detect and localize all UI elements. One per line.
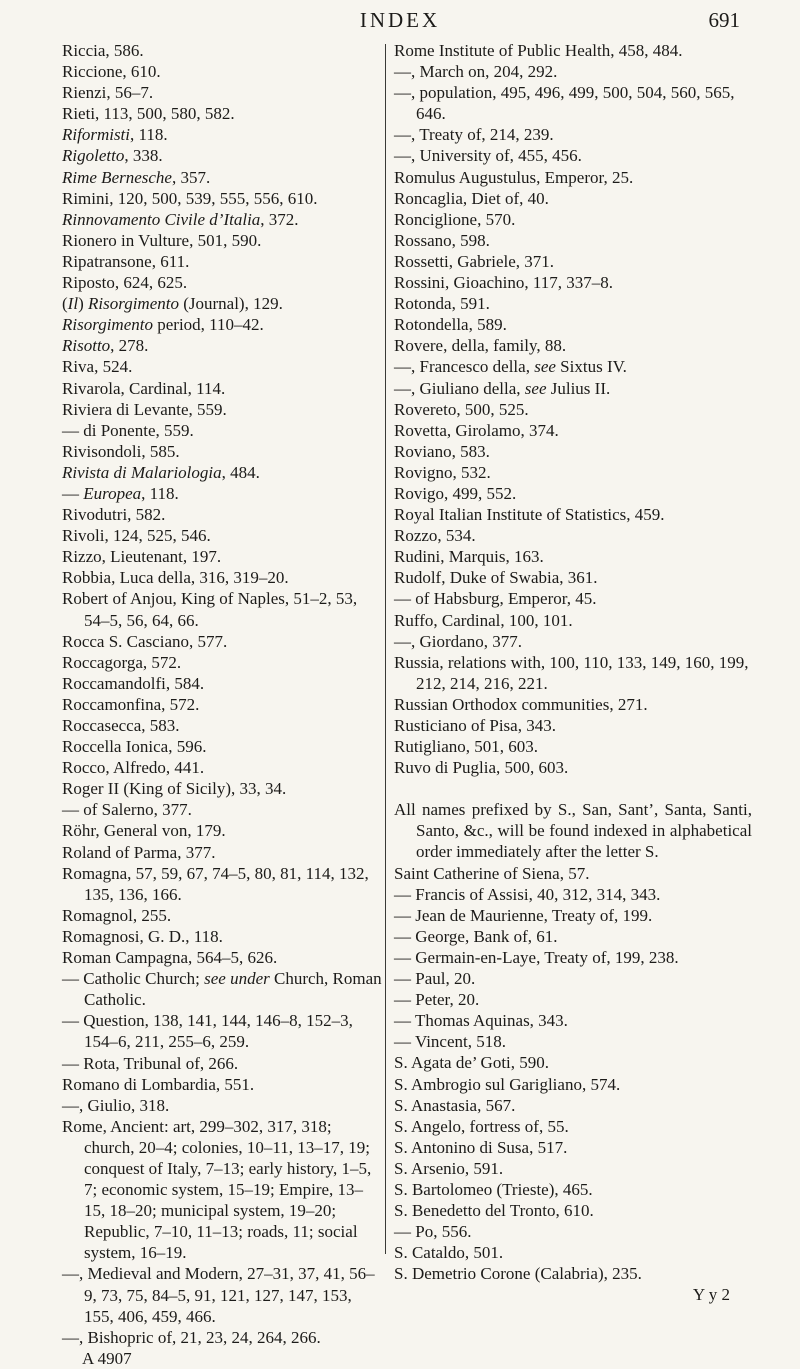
index-entry: Rudolf, Duke of Swabia, 361.	[394, 568, 598, 588]
index-column-left	[62, 40, 382, 1369]
index-entry: —, University of, 455, 456.	[394, 146, 582, 166]
index-entry: — Question, 138, 141, 144, 146–8, 152–3, 154–6, 211, 255–6, 259.	[62, 1011, 353, 1052]
index-entry: Riva, 524.	[62, 357, 133, 377]
index-entry: — Rota, Tribunal of, 266.	[62, 1053, 239, 1073]
index-entry: — Germain-en-Laye, Treaty of, 199, 238.	[394, 947, 679, 967]
index-entry: — Europea, 118.	[62, 483, 179, 503]
right-entries	[394, 40, 752, 778]
index-entry: Roccella Ionica, 596.	[62, 737, 207, 757]
index-entry: Rigoletto, 338.	[62, 146, 163, 166]
index-entry: (Il) Risorgimento (Journal), 129.	[62, 294, 283, 314]
index-entry: Roman Campagna, 564–5, 626.	[62, 948, 278, 968]
index-entry: S. Angelo, fortress of, 55.	[394, 1116, 569, 1136]
index-entry: Rovereto, 500, 525.	[394, 399, 529, 419]
index-entry: — Po, 556.	[394, 1222, 472, 1242]
index-entry: — Thomas Aquinas, 343.	[394, 1011, 568, 1031]
catchword: Y y 2	[692, 1285, 730, 1305]
index-entry: — Paul, 20.	[394, 969, 476, 989]
index-entry: —, Francesco della, see Sixtus IV.	[394, 357, 627, 377]
index-entry: Rovigno, 532.	[394, 462, 491, 482]
index-entry: Rivista di Malariologia, 484.	[62, 462, 260, 482]
index-entry: —, Bishopric of, 21, 23, 24, 264, 266.	[62, 1327, 321, 1347]
index-entry: Russia, relations with, 100, 110, 133, 149, 160, 199, 212, 214, 216, 221.	[394, 652, 749, 693]
index-entry: Robbia, Luca della, 316, 319–20.	[62, 568, 289, 588]
index-entry: Rome Institute of Public Health, 458, 484.	[394, 41, 683, 60]
index-entry: — of Salerno, 377.	[62, 800, 192, 820]
index-note: All names prefixed by S., San, Sant’, Santa, Santi, Santo, &c., will be found indexed in alphabetical order immediately after the letter S.	[394, 800, 752, 862]
index-entry: Royal Italian Institute of Statistics, 459.	[394, 505, 665, 525]
index-entry: Saint Catherine of Siena, 57.	[394, 863, 590, 883]
index-entry: S. Benedetto del Tronto, 610.	[394, 1201, 594, 1221]
index-entry: Rossetti, Gabriele, 371.	[394, 251, 555, 271]
index-entry: Roccagorga, 572.	[62, 652, 182, 672]
index-entry: Rome, Ancient: art, 299–302, 317, 318; church, 20–4; colonies, 10–11, 13–17, 19; conquest of Italy, 7–13; early history, 1–5, 7; economic system, 15–19; Empire, 13–15, 18–20; municipal system, 19–20; Republic, 7–10, 11–13; roads, 11; social system, 16–19.	[62, 1116, 372, 1263]
index-entry: Roncaglia, Diet of, 40.	[394, 188, 549, 208]
index-entry: Roccasecca, 583.	[62, 716, 180, 735]
index-entry: Rizzo, Lieutenant, 197.	[62, 547, 222, 567]
index-entry: —, Treaty of, 214, 239.	[394, 125, 554, 145]
index-entry: Rotonda, 591.	[394, 294, 490, 314]
index-entry: — di Ponente, 559.	[62, 420, 194, 440]
index-entry: Rivarola, Cardinal, 114.	[62, 378, 226, 398]
index-entry: Riviera di Levante, 559.	[62, 399, 227, 419]
index-entry: Roccamandolfi, 584.	[62, 673, 205, 693]
index-entry: Rovetta, Girolamo, 374.	[394, 420, 559, 440]
index-entry: Roccamonfina, 572.	[62, 694, 200, 714]
index-entry: —, Medieval and Modern, 27–31, 37, 41, 56–9, 73, 75, 84–5, 91, 121, 127, 147, 153, 155, 406, 459, 466.	[62, 1264, 375, 1326]
column-divider	[385, 44, 386, 1254]
index-entry: Rovere, della, family, 88.	[394, 336, 567, 356]
index-entry: — George, Bank of, 61.	[394, 926, 558, 946]
running-head: INDEX	[359, 8, 441, 32]
index-entry: — Francis of Assisi, 40, 312, 314, 343.	[394, 884, 661, 904]
index-entry: Romagnosi, G. D., 118.	[62, 926, 223, 946]
index-entry: Rienzi, 56–7.	[62, 83, 154, 103]
index-entry: Russian Orthodox communities, 271.	[394, 694, 648, 714]
index-entry: S. Anastasia, 567.	[394, 1095, 516, 1115]
index-entry: S. Arsenio, 591.	[394, 1158, 504, 1178]
index-entry: S. Demetrio Corone (Calabria), 235.	[394, 1264, 642, 1284]
index-entry: Rudini, Marquis, 163.	[394, 547, 544, 567]
index-entry: Rivisondoli, 585.	[62, 441, 180, 461]
index-entry: Rieti, 113, 500, 580, 582.	[62, 104, 235, 124]
index-entry: Riformisti, 118.	[62, 125, 168, 145]
index-entry: Rinnovamento Civile d’Italia, 372.	[62, 209, 299, 229]
index-entry: — Vincent, 518.	[394, 1032, 506, 1052]
index-entry: S. Cataldo, 501.	[394, 1243, 504, 1263]
index-entry: Romano di Lombardia, 551.	[62, 1074, 255, 1094]
index-entry: Rutigliano, 501, 603.	[394, 737, 539, 757]
index-entry: Robert of Anjou, King of Naples, 51–2, 53, 54–5, 56, 64, 66.	[62, 589, 358, 630]
index-entry: Romagnol, 255.	[62, 905, 172, 925]
index-entry: —, March on, 204, 292.	[394, 62, 558, 82]
left-entries	[62, 40, 382, 1348]
index-column-right	[394, 40, 752, 1306]
index-entry: Rusticiano of Pisa, 343.	[394, 716, 556, 735]
index-entry: Roger II (King of Sicily), 33, 34.	[62, 779, 287, 799]
page-number: 691	[708, 8, 740, 32]
index-entry: Risotto, 278.	[62, 336, 149, 356]
index-entry: —, Giordano, 377.	[394, 631, 522, 651]
index-entry: Romagna, 57, 59, 67, 74–5, 80, 81, 114, 132, 135, 136, 166.	[62, 863, 369, 904]
index-entry: Rivoli, 124, 525, 546.	[62, 526, 211, 546]
index-entry: — Catholic Church; see under Church, Roman Catholic.	[62, 969, 382, 1010]
index-entry: S. Antonino di Susa, 517.	[394, 1137, 568, 1157]
index-entry: — Peter, 20.	[394, 990, 480, 1010]
index-entry: Rime Bernesche, 357.	[62, 167, 211, 187]
spacer	[394, 778, 752, 799]
index-entry: Rocco, Alfredo, 441.	[62, 758, 205, 778]
index-entry: — Jean de Maurienne, Treaty of, 199.	[394, 905, 653, 925]
index-entry: Rionero in Vulture, 501, 590.	[62, 230, 262, 250]
index-entry: Roland of Parma, 377.	[62, 842, 216, 862]
index-entry: Rossini, Gioachino, 117, 337–8.	[394, 273, 613, 293]
right-entries-after-note	[394, 863, 752, 1285]
index-entry: Ripatransone, 611.	[62, 251, 190, 271]
index-entry: Riccia, 586.	[62, 41, 144, 60]
index-entry: —, Giuliano della, see Julius II.	[394, 378, 611, 398]
index-entry: S. Agata de’ Goti, 590.	[394, 1053, 550, 1073]
index-entry: —, population, 495, 496, 499, 500, 504, 560, 565, 646.	[394, 83, 735, 124]
index-entry: — of Habsburg, Emperor, 45.	[394, 589, 597, 609]
index-entry: Riposto, 624, 625.	[62, 273, 188, 293]
index-entry: Ronciglione, 570.	[394, 209, 516, 229]
index-entry: Rozzo, 534.	[394, 526, 476, 546]
index-entry: Rocca S. Casciano, 577.	[62, 631, 228, 651]
index-entry: Ruvo di Puglia, 500, 603.	[394, 758, 569, 778]
index-entry: Rimini, 120, 500, 539, 555, 556, 610.	[62, 188, 318, 208]
index-entry: Rivodutri, 582.	[62, 505, 166, 525]
index-entry: Röhr, General von, 179.	[62, 821, 226, 841]
index-entry: —, Giulio, 318.	[62, 1095, 170, 1115]
index-entry: S. Bartolomeo (Trieste), 465.	[394, 1179, 593, 1199]
index-entry: Rossano, 598.	[394, 230, 490, 250]
index-entry: S. Ambrogio sul Garigliano, 574.	[394, 1074, 621, 1094]
index-entry: Ruffo, Cardinal, 100, 101.	[394, 610, 573, 630]
index-entry: Roviano, 583.	[394, 441, 490, 461]
index-entry: Rovigo, 499, 552.	[394, 483, 517, 503]
index-entry: Romulus Augustulus, Emperor, 25.	[394, 167, 634, 187]
index-entry: Risorgimento period, 110–42.	[62, 315, 264, 335]
signature-mark: A 4907	[82, 1348, 132, 1368]
index-entry: Rotondella, 589.	[394, 315, 507, 335]
index-entry: Riccione, 610.	[62, 62, 161, 82]
